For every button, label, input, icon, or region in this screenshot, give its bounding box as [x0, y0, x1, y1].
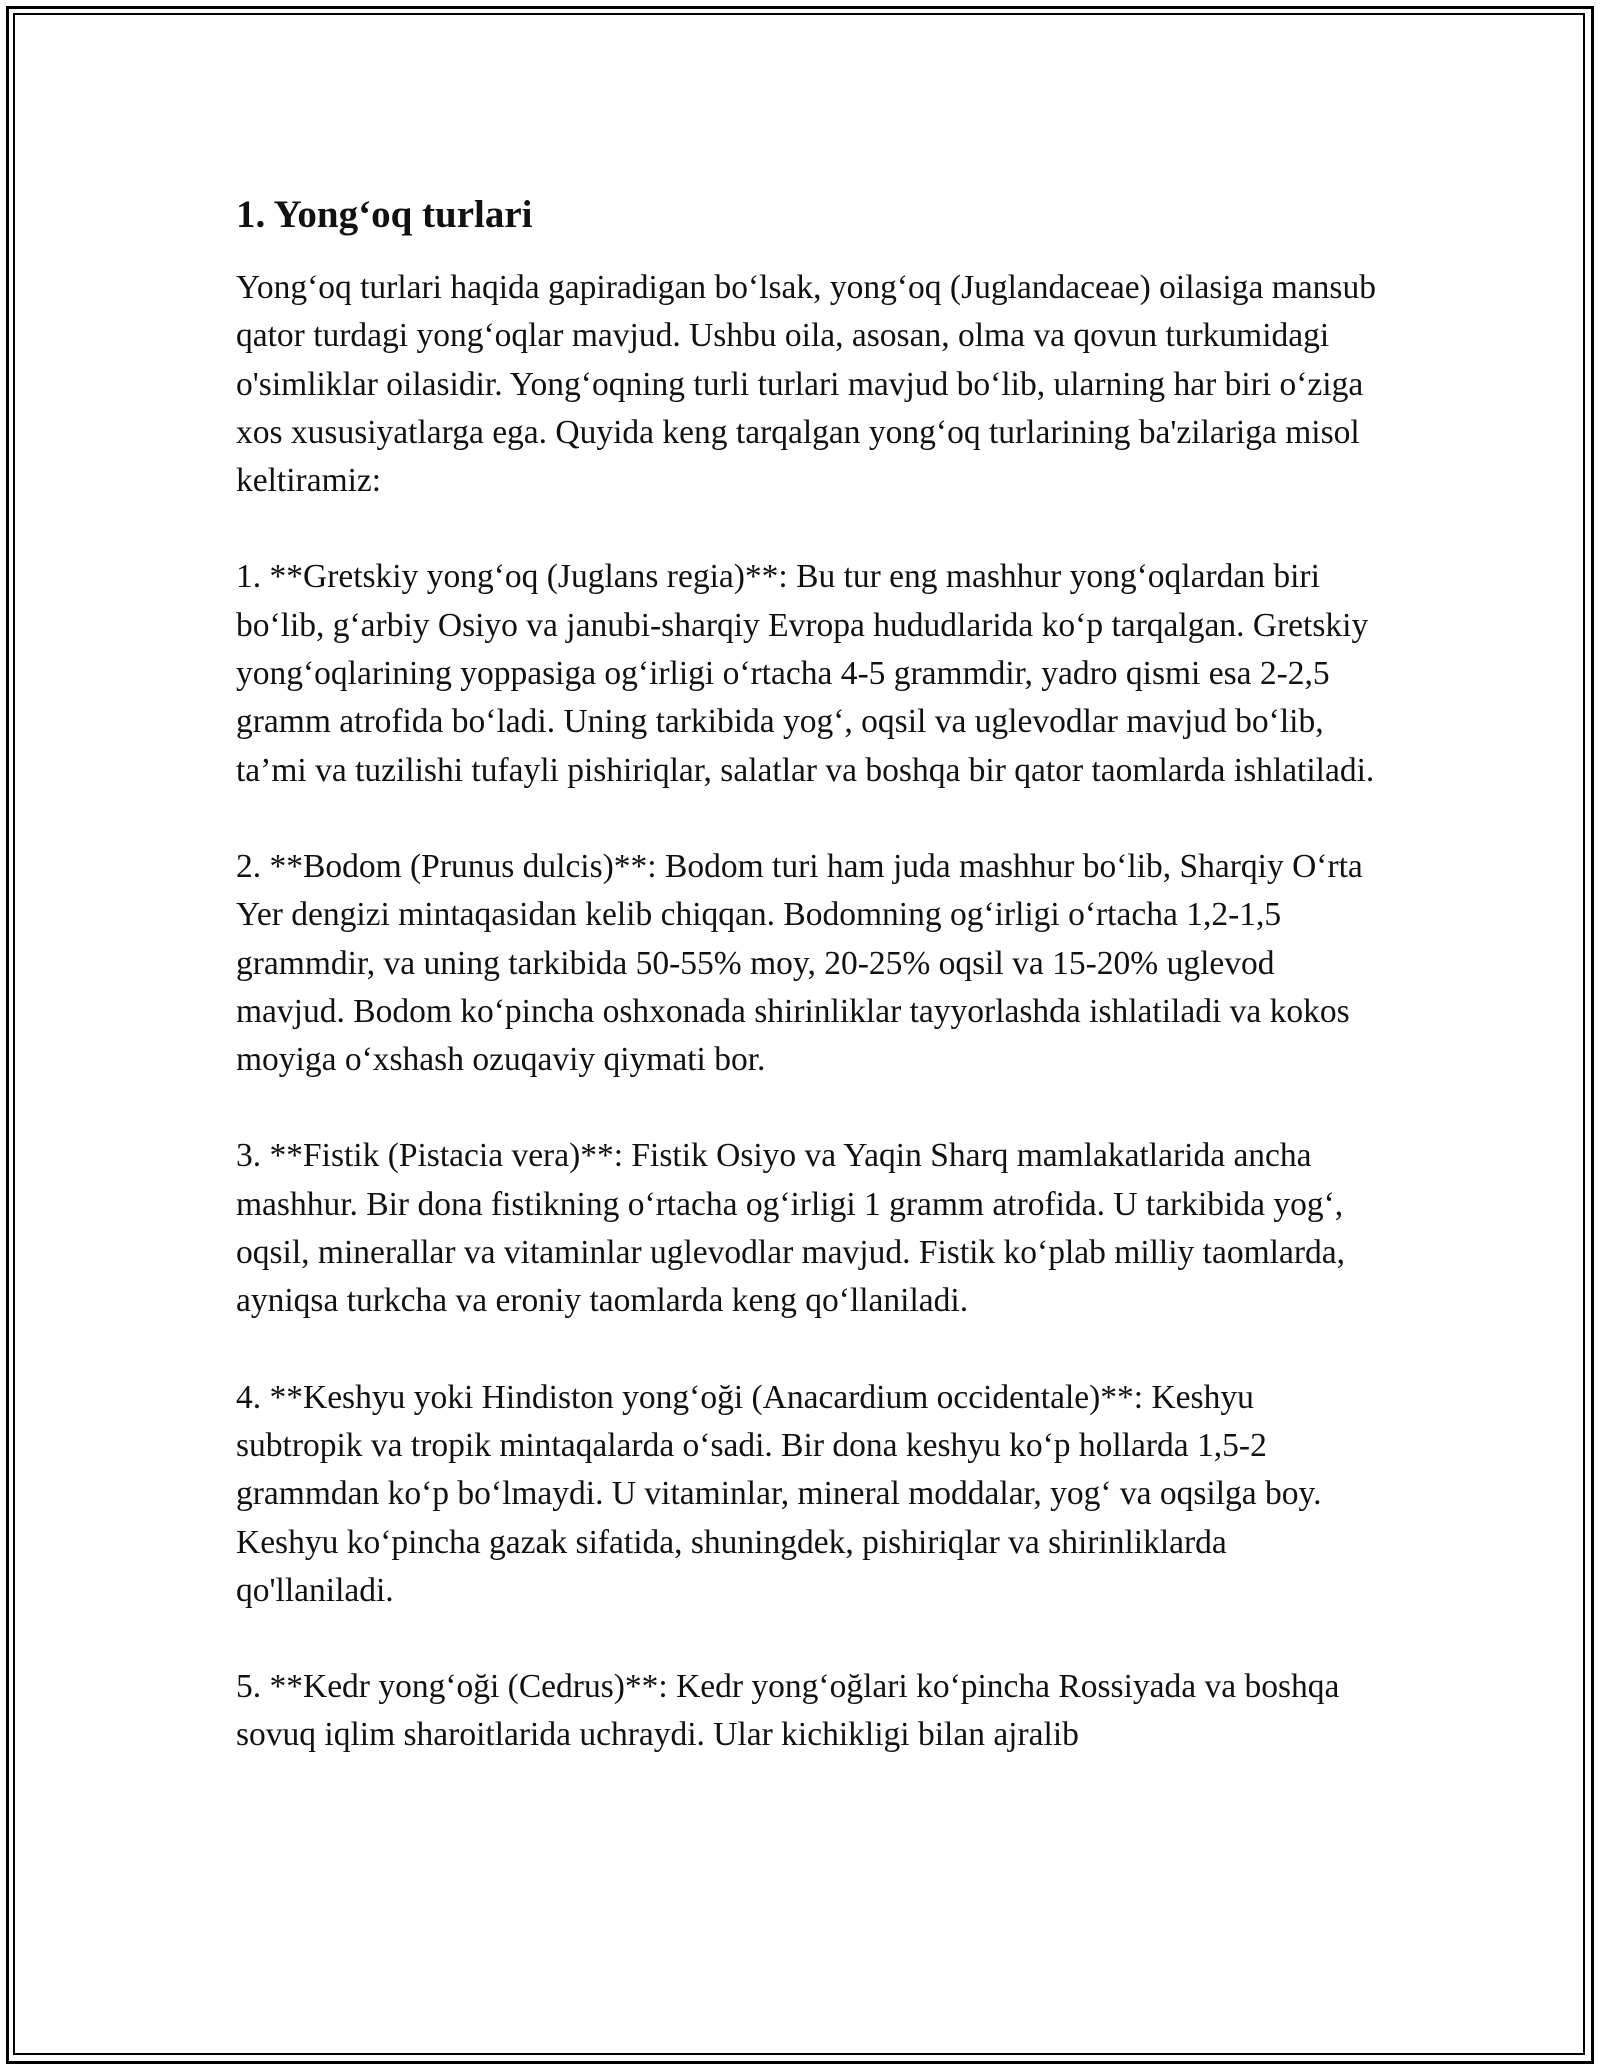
list-item-cedar-nut: 5. **Kedr yong‘oği (Cedrus)**: Kedr yong‘oğlari ko‘pincha Rossiyada va boshqa sovuq iqlim sharoitlarida uchraydi. Ular kichikligi bilan ajralib — [236, 1668, 1340, 1754]
list-item-almond: 2. **Bodom (Prunus dulcis)**: Bodom turi ham juda mashhur bo‘lib, Sharqiy O‘rta Yer dengizi mintaqasidan kelib chiqqan. Bodomning og‘irligi o‘rtacha 1,2-1,5 grammdir, va uning tarkibida 50-55% moy, 20-25% oqsil va 15-20% uglevod mavjud. Bodom ko‘pincha oshxonada shirinliklar tayyorlashda ishlatiladi va kokos moyiga o‘xshash ozuqaviy qiymati bor. — [236, 847, 1363, 1079]
list-item-cashew: 4. **Keshyu yoki Hindiston yong‘oği (Anacardium occidentale)**: Keshyu subtropik va tropik mintaqalarda o‘sadi. Bir dona keshyu ko‘p hollarda 1,5-2 grammdan ko‘p bo‘lmaydi. U vitaminlar, mineral moddalar, yog‘ va oqsilga boy. Keshyu ko‘pincha gazak sifatida, shuningdek, pishiriqlar va shirinliklarda qo'llaniladi. — [236, 1378, 1322, 1609]
list-item-pistachio: 3. **Fistik (Pistacia vera)**: Fistik Osiyo va Yaqin Sharq mamlakatlarida ancha mashhur. Bir dona fistikning o‘rtacha og‘irligi 1 gramm atrofida. U tarkibida yog‘, oqsil, minerallar va vitaminlar uglevodlar mavjud. Fistik ko‘plab milliy taomlarda, ayniqsa turkcha va eroniy taomlarda keng qo‘llaniladi. — [236, 1137, 1345, 1320]
document-body — [236, 187, 1376, 1808]
section-heading: 1. Yong‘oq turlari — [236, 193, 533, 236]
list-item-walnut: 1. **Gretskiy yong‘oq (Juglans regia)**: Bu tur eng mashhur yong‘oqlardan biri bo‘lib, g‘arbiy Osiyo va janubi-sharqiy Evropa hududlarida ko‘p tarqalgan. Gretskiy yong‘oqlarining yoppasiga og‘irligi o‘rtacha 4-5 grammdir, yadro qismi esa 2-2,5 gramm atrofida bo‘ladi. Uning tarkibida yog‘, oqsil va uglevodlar mavjud bo‘lib, ta’mi va tuzilishi tufayli pishiriqlar, salatlar va boshqa bir qator taomlarda ishlatiladi. — [236, 558, 1375, 789]
intro-paragraph: Yong‘oq turlari haqida gapiradigan bo‘lsak, yong‘oq (Juglandaceae) oilasiga mansub qator turdagi yong‘oqlar mavjud. Ushbu oila, asosan, olma va qovun turkumidagi o'simliklar oilasidir. Yong‘oqning turli turlari mavjud bo‘lib, ularning har biri o‘ziga xos xususiyatlarga ega. Quyida keng tarqalgan yong‘oq turlarining ba'zilariga misol keltiramiz: — [236, 269, 1376, 500]
